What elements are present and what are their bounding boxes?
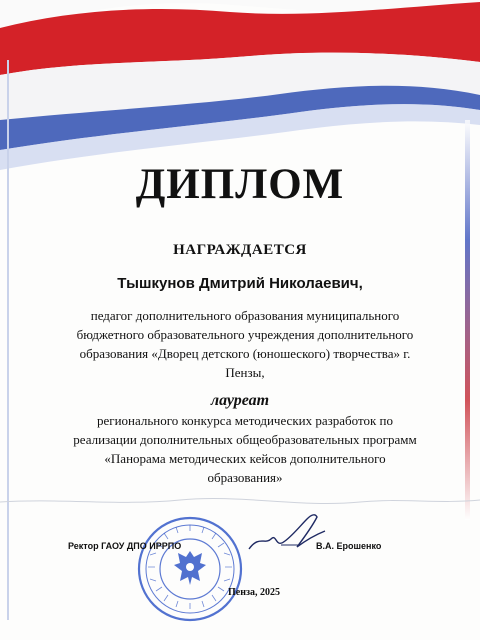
- signature-icon: [245, 505, 330, 560]
- tricolor-ribbon-icon: [0, 0, 480, 180]
- left-border-line: [7, 60, 9, 620]
- paper-tear-line: [0, 490, 480, 515]
- official-seal-icon: [136, 515, 244, 623]
- contest-description: регионального конкурса методических разработок по реализации дополнительных общеобразовательных программ «Панорама методических кейсов дополнительного образования»: [73, 413, 417, 485]
- signatory-title: Ректор ГАОУ ДПО ИРРПО: [68, 541, 182, 551]
- signatory-name: В.А. Ерошенко: [316, 541, 382, 551]
- awarded-heading: НАГРАЖДАЕТСЯ: [173, 242, 307, 258]
- recipient-name: Тышкунов Дмитрий Николаевич,: [117, 275, 363, 292]
- document-title: ДИПЛОМ: [135, 161, 345, 208]
- place-date: Пенза, 2025: [228, 587, 280, 598]
- eagle-emblem-icon: [174, 551, 206, 585]
- award-status: лауреат: [210, 392, 270, 409]
- recipient-position: педагог дополнительного образования муниципального бюджетного образовательного учреждения дополнительного образования «Дворец детского (юношеского) творчества» г. Пензы,: [76, 308, 414, 380]
